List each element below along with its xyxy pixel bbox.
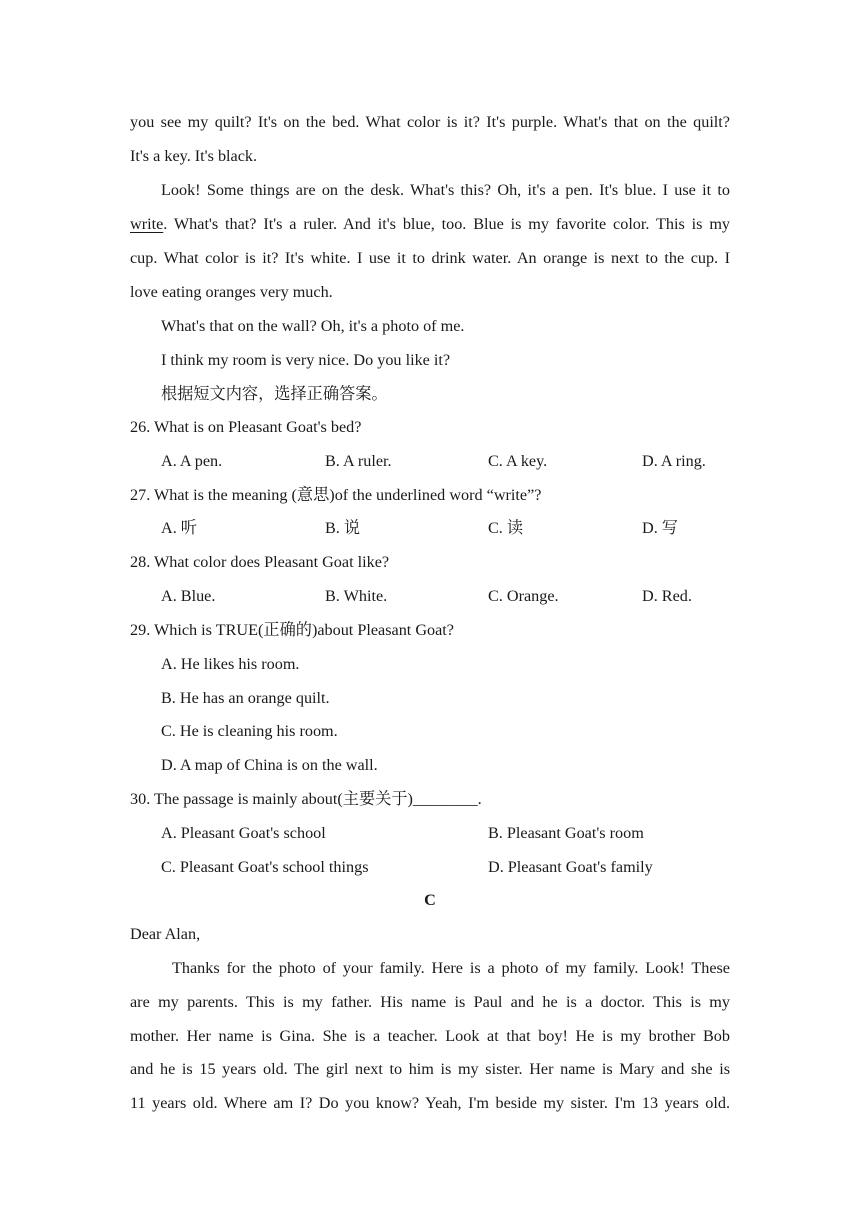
- passage-line: I think my room is very nice. Do you like it?: [161, 351, 451, 369]
- section-heading: C: [424, 891, 436, 909]
- option-a: A. A pen.: [161, 452, 223, 470]
- underlined-word: write: [130, 215, 164, 233]
- option-b: B. He has an orange quilt.: [161, 689, 330, 707]
- question-stem: 26. What is on Pleasant Goat's bed?: [130, 418, 362, 436]
- option-a: A. Pleasant Goat's school: [161, 824, 326, 842]
- passage-line: Look! Some things are on the desk. What's this? Oh, it's a pen. It's blue. I use it to: [161, 181, 730, 199]
- option-a: A. 听: [161, 519, 197, 537]
- question-stem: 29. Which is TRUE(正确的)about Pleasant Goat?: [130, 621, 454, 639]
- option-d: D. Pleasant Goat's family: [488, 858, 653, 876]
- question-stem: 27. What is the meaning (意思)of the underlined word “write”?: [130, 486, 542, 504]
- letter-line: Thanks for the photo of your family. Here is a photo of my family. Look! These: [172, 959, 730, 977]
- option-d: D. A map of China is on the wall.: [161, 756, 378, 774]
- option-c: C. A key.: [488, 452, 548, 470]
- option-b: B. 说: [325, 519, 361, 537]
- passage-line: you see my quilt? It's on the bed. What color is it? It's purple. What's that on the quilt?: [130, 113, 730, 131]
- option-d: D. Red.: [642, 587, 692, 605]
- option-b: B. A ruler.: [325, 452, 392, 470]
- passage-line: cup. What color is it? It's white. I use it to drink water. An orange is next to the cup. I: [130, 249, 730, 267]
- letter-line: and he is 15 years old. The girl next to him is my sister. Her name is Mary and she is: [130, 1060, 730, 1078]
- letter-line: 11 years old. Where am I? Do you know? Yeah, I'm beside my sister. I'm 13 years old.: [130, 1094, 730, 1112]
- option-b: B. Pleasant Goat's room: [488, 824, 644, 842]
- option-d: D. A ring.: [642, 452, 706, 470]
- option-c: C. Pleasant Goat's school things: [161, 858, 369, 876]
- option-c: C. 读: [488, 519, 524, 537]
- passage-line: What's that on the wall? Oh, it's a photo of me.: [161, 317, 465, 335]
- option-a: A. He likes his room.: [161, 655, 300, 673]
- question-stem: 30. The passage is mainly about(主要关于)________.: [130, 790, 482, 808]
- passage-line: love eating oranges very much.: [130, 283, 333, 301]
- passage-line: It's a key. It's black.: [130, 147, 258, 165]
- letter-line: mother. Her name is Gina. She is a teacher. Look at that boy! He is my brother Bob: [130, 1027, 730, 1045]
- passage-line-with-underlined-word: [130, 214, 730, 234]
- question-stem: 28. What color does Pleasant Goat like?: [130, 553, 390, 571]
- option-d: D. 写: [642, 519, 678, 537]
- letter-line: are my parents. This is my father. His name is Paul and he is a doctor. This is my: [130, 993, 730, 1011]
- instruction: 根据短文内容，选择正确答案。: [161, 385, 388, 403]
- option-a: A. Blue.: [161, 587, 216, 605]
- option-c: C. Orange.: [488, 587, 559, 605]
- option-b: B. White.: [325, 587, 388, 605]
- letter-greeting: Dear Alan,: [130, 925, 201, 943]
- option-c: C. He is cleaning his room.: [161, 722, 338, 740]
- passage-line-rest: . What's that? It's a ruler. And it's blue, too. Blue is my favorite color. This is my: [163, 215, 730, 233]
